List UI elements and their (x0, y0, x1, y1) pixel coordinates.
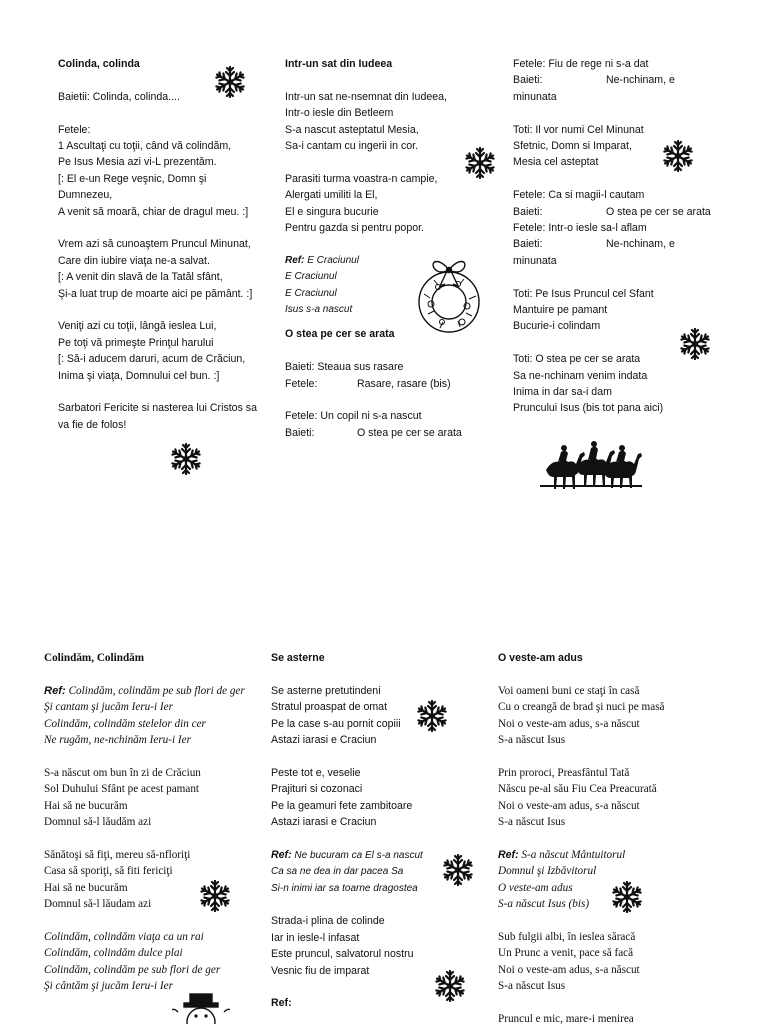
lyric-line (513, 154, 663, 170)
refrain-label: Ref: (498, 848, 519, 861)
lyric-line (285, 376, 451, 392)
lyric-line (58, 171, 257, 187)
lyric-line (271, 683, 423, 699)
lyric-text: Cu o creangă de brad şi nuci pe masă (498, 701, 665, 714)
lyric-line (513, 89, 663, 105)
lyric-text: Mesia cel asteptat (513, 156, 599, 169)
lyric-text: A venit să moară, chiar de dragul meu. :] (58, 205, 249, 218)
lyric-line (44, 765, 245, 781)
lyric-line (285, 204, 447, 220)
lyric-line (271, 716, 423, 732)
lyric-line (498, 781, 665, 797)
song-title: O stea pe cer se arata (285, 328, 395, 341)
lyric-line (285, 89, 447, 105)
lyric-line (285, 138, 447, 154)
refrain-line: E Craciunul (285, 287, 337, 299)
song-title: Colinda, colinda (58, 58, 140, 70)
blank-line (44, 748, 245, 764)
blank-line (44, 830, 245, 846)
lyric-line (285, 425, 462, 441)
song-se-asterne (271, 650, 423, 1012)
song-title: O veste-am adus (498, 652, 583, 664)
lyric-line (513, 187, 663, 203)
lyric-text: Sfetnic, Domn si Imparat, (513, 140, 632, 153)
lyric-line (271, 930, 423, 946)
lyric-line (58, 335, 257, 351)
lyric-line (498, 732, 665, 748)
lyric-text: Bucurie-i colindam (513, 320, 601, 333)
song-lyrics (513, 56, 711, 417)
lyric-line (285, 408, 447, 424)
lyric-line (498, 716, 665, 732)
lyric-text: Intr-un sat ne-nsemnat din Iudeea, (285, 90, 447, 103)
lyric-line (285, 220, 447, 236)
lyric-line (58, 286, 257, 302)
lyric-line (271, 946, 423, 962)
lyric-text: minunata (513, 90, 557, 103)
lyric-text: Vrem azi să cunoaştem Pruncul Minunat, (58, 238, 251, 251)
lyric-line (498, 978, 665, 994)
lyric-line (58, 269, 257, 285)
lyric-line (513, 220, 663, 236)
refrain-text: Colindăm, colindăm pe sub flori de ger (68, 684, 245, 697)
lyric-text: Mantuire pe pamant (513, 304, 608, 317)
lyric-text: Baietii: Colinda, colinda.... (58, 90, 180, 103)
lyric-line (58, 138, 257, 154)
refrain-text: S-a născut Mântuitorul (521, 848, 626, 861)
snowflake-icon (197, 878, 233, 914)
lyric-text: Toti: Il vor numi Cel Minunat (513, 123, 644, 136)
lyric-text: Fetele: Intr-o iesle sa-l aflam (513, 222, 647, 235)
lyric-line (271, 699, 423, 715)
lyric-text: Strada-i plina de colinde (271, 915, 385, 928)
lyric-text: Iar in iesle-l infasat (271, 931, 360, 944)
lyric-text: Veniţi azi cu toţii, lângă ieslea Lui, (58, 320, 217, 333)
ending-line: Colindăm, colindăm dulce plai (44, 947, 183, 960)
lyric-text: Pe Isus Mesia azi vi-L prezentăm. (58, 156, 217, 169)
snowflake-icon (677, 326, 713, 362)
lyric-text: Născu pe-al său Fiu Cea Preacurată (498, 783, 657, 796)
lyric-text: Noi o veste-am adus, s-a născut (498, 963, 640, 976)
lyric-line (58, 236, 257, 252)
blank-line (58, 105, 257, 121)
refrain-label: Ref: (44, 684, 66, 697)
lyric-line (58, 154, 257, 170)
snowman-image (172, 992, 230, 1024)
lyric-line (271, 963, 423, 979)
blank-line (58, 220, 257, 236)
lyric-line (498, 683, 665, 699)
snowflake-icon (440, 852, 476, 888)
refrain-line: Colindăm, colindăm stelelor din cer (44, 717, 206, 730)
lyric-text: Sub fulgii albi, în ieslea săracă (498, 930, 636, 943)
refrain-line: Si-n inimi iar sa toarne dragostea (271, 882, 418, 894)
song-colindam-colindam (44, 650, 245, 994)
refrain-line: Şi cantam şi jucăm Ieru-i Ier (44, 701, 173, 714)
lyric-text: Casa să sporiţi, să fiti fericiţi (44, 865, 173, 878)
blank-line (271, 979, 423, 995)
lyric-text: Intr-o iesle din Betleem (285, 107, 394, 120)
lyric-text: Prin proroci, Preasfântul Tată (498, 766, 630, 779)
lyric-text: Pe la case s-au pornit copiii (271, 717, 401, 730)
lyric-text: Şi-a luat trup de moarte aici pe pământ. :] (58, 287, 253, 300)
lyric-line (498, 765, 665, 781)
lyric-text: Este pruncul, salvatorul nostru (271, 948, 414, 961)
lyric-text: Parasiti turma voastra-n campie, (285, 172, 438, 185)
lyric-text: Fetele: (58, 123, 91, 136)
blank-line (498, 666, 665, 682)
lyric-text: Baieti: (513, 74, 543, 87)
blank-line (271, 666, 423, 682)
lyric-text: Pruncul e mic, mare-i menirea (498, 1012, 634, 1025)
blank-line (271, 897, 423, 913)
refrain-line: Isus s-a nascut (285, 304, 353, 316)
lyric-text: El e singura bucurie (285, 205, 379, 218)
refrain-line: O veste-am adus (498, 881, 573, 894)
lyric-text: Hai să ne bucurăm (44, 881, 128, 894)
lyric-line (58, 400, 257, 416)
refrain-text: E Craciunul (307, 254, 359, 266)
lyric-text: Care din iubire viaţa ne-a salvat. (58, 254, 210, 267)
lyric-line (498, 929, 665, 945)
lyric-text: [: El e-un Rege veşnic, Domn şi (58, 172, 207, 185)
lyric-text: Sa-i cantam cu ingerii in cor. (285, 140, 419, 153)
blank-line (513, 269, 663, 285)
lyric-text: Dumnezeu, (58, 189, 113, 202)
song-title: Intr-un sat din Iudeea (285, 58, 393, 70)
lyric-line (58, 204, 257, 220)
blank-line (513, 335, 663, 351)
song-lyrics (498, 666, 665, 846)
lyric-text: Baieti: (513, 238, 543, 251)
lyric-line (513, 302, 663, 318)
lyric-text: Sănătoşi să fiţi, mereu să-nfloriţi (44, 848, 191, 861)
lyric-line (513, 351, 663, 367)
refrain-line: E Craciunul (285, 271, 337, 283)
lyric-text: Sarbatori Fericite si nasterea lui Cristos sa (58, 402, 258, 415)
lyric-text: Se asterne pretutindeni (271, 684, 381, 697)
lyric-text: S-a nascut asteptatul Mesia, (285, 123, 419, 136)
song-lyrics (285, 359, 462, 441)
lyric-text: S-a născut Isus (498, 734, 566, 747)
lyric-line (498, 699, 665, 715)
lyric-text: [: Să-i aducem daruri, acum de Crăciun, (58, 353, 246, 366)
refrain-line (44, 683, 245, 699)
lyric-text: Prajituri si cozonaci (271, 783, 363, 796)
refrain-label: Ref: (271, 997, 292, 1010)
lyric-text: Baieti: (285, 426, 315, 439)
lyric-line (44, 814, 245, 830)
song-colinda-colinda (58, 56, 257, 433)
lyric-text: S-a născut Isus (498, 816, 566, 829)
ending-line: Şi cântăm şi jucăm Ieru-i Ier (44, 980, 173, 993)
lyric-text: Domnul să-l lăudam azi (44, 898, 152, 911)
lyric-line (44, 847, 245, 863)
lyric-line (498, 962, 665, 978)
lyric-text: Un Prunc a venit, pace să facă (498, 947, 634, 960)
lyric-response: Ne-nchinam, e (606, 238, 675, 251)
lyric-text: [: A venit din slavă de la Tatăl sfânt, (58, 271, 223, 284)
lyric-line (285, 105, 447, 121)
lyric-line (58, 253, 257, 269)
lyric-text: Astazi iarasi e Craciun (271, 734, 377, 747)
lyric-text: Toti: O stea pe cer se arata (513, 353, 641, 366)
lyric-response: Ne-nchinam, e (606, 74, 675, 87)
lyric-line (513, 253, 663, 269)
blank-line (285, 154, 447, 170)
refrain-line: Ne rugăm, ne-nchinăm Ieru-i Ier (44, 734, 191, 747)
lyric-text: Sol Duhului Sfânt pe acest pamant (44, 783, 200, 796)
snowflake-icon (609, 879, 645, 915)
lyric-text: S-a născut om bun în zi de Crăciun (44, 766, 201, 779)
song-lyrics (58, 72, 257, 433)
lyric-text: va fie de folos! (58, 418, 127, 431)
lyric-text: Alergati umiliti la El, (285, 189, 378, 202)
refrain-label: Ref: (285, 254, 305, 266)
lyric-line (58, 187, 257, 203)
song-title: Colindăm, Colindăm (44, 652, 145, 664)
lyric-text: Hai să ne bucurăm (44, 799, 128, 812)
snowflake-icon (212, 64, 248, 100)
blank-line (58, 302, 257, 318)
blank-line (513, 105, 663, 121)
lyric-line (498, 1011, 665, 1027)
ending-line: Colindăm, colindăm viaţa ca un rai (44, 930, 204, 943)
lyric-line (513, 286, 663, 302)
snowflake-icon (168, 441, 204, 477)
lyric-text: 1 Ascultaţi cu toţii, când vă colindăm, (58, 140, 232, 152)
song-intr-un-sat-din-iudeea (285, 56, 462, 441)
song-o-veste-am-adus (498, 650, 665, 1027)
blank-line (58, 384, 257, 400)
lyric-line (513, 384, 663, 400)
lyric-line (271, 781, 423, 797)
lyric-text: Domnul să-l lăudăm azi (44, 816, 152, 829)
lyric-text: Baieti: (513, 205, 543, 218)
song-lyrics (285, 72, 447, 236)
blank-line (498, 830, 665, 846)
blank-line (498, 748, 665, 764)
lyric-line (58, 417, 257, 433)
lyric-response: O stea pe cer se arata (606, 205, 711, 218)
lyric-line (513, 368, 663, 384)
blank-line (44, 912, 245, 928)
lyric-line (513, 56, 663, 72)
lyric-line (58, 318, 257, 334)
lyric-response: Rasare, rasare (bis) (357, 377, 451, 390)
lyric-text: Voi oameni buni ce staţi în casă (498, 684, 640, 697)
blank-line (285, 392, 447, 408)
lyric-text: Astazi iarasi e Craciun (271, 816, 377, 829)
lyric-text: Stratul proaspat de omat (271, 701, 388, 714)
lyric-line (285, 122, 447, 138)
refrain-line (498, 847, 665, 863)
blank-line (271, 830, 423, 846)
lyric-text: Fetele: Fiu de rege ni s-a dat (513, 58, 649, 70)
lyric-line (498, 945, 665, 961)
refrain-line: S-a născut Isus (bis) (498, 898, 590, 911)
song-lyrics (271, 666, 423, 846)
lyric-line (271, 765, 423, 781)
lyric-text: Sa ne-nchinam venim indata (513, 369, 648, 382)
lyric-line (498, 814, 665, 830)
lyric-text: Inima in dar sa-i dam (513, 386, 612, 399)
lyric-text: Pe la geamuri fete zambitoare (271, 799, 413, 812)
song-lyrics (498, 912, 665, 1027)
lyric-line (498, 798, 665, 814)
lyric-text: Inima şi viaţa, Domnului cel bun. :] (58, 369, 220, 382)
lyric-text: minunata (513, 254, 557, 267)
lyric-text: Fetele: Ca si magii-l cautam (513, 189, 645, 202)
lyric-line (58, 368, 257, 384)
christmas-wreath-image (412, 254, 486, 338)
song-title: Se asterne (271, 652, 325, 664)
lyric-text: Pruncului Isus (bis tot pana aici) (513, 402, 664, 415)
lyric-text: Vesnic fiu de imparat (271, 964, 370, 977)
ending-line: Colindăm, colindăm pe sub flori de ger (44, 963, 221, 976)
lyric-line (44, 798, 245, 814)
lyric-line (513, 236, 675, 252)
lyric-text: Pe toţi vă primeşte Prinţul harului (58, 336, 214, 349)
refrain-line: Domnul şi Izbăvitorul (498, 865, 597, 878)
lyric-text: Pentru gazda si pentru popor. (285, 222, 424, 235)
lyric-line (271, 814, 423, 830)
song-lyrics (271, 897, 423, 995)
lyric-line (513, 122, 663, 138)
snowflake-icon (432, 968, 468, 1004)
lyric-line (285, 187, 447, 203)
lyric-text: Toti: Pe Isus Pruncul cel Sfant (513, 287, 654, 300)
lyric-line (271, 913, 423, 929)
lyric-text: Noi o veste-am adus, s-a născut (498, 717, 640, 730)
lyric-line (513, 204, 711, 220)
lyric-text: Fetele: Un copil ni s-a nascut (285, 410, 422, 423)
lyric-line (271, 732, 423, 748)
lyric-text: Peste tot e, veselie (271, 766, 361, 779)
lyric-text: Noi o veste-am adus, s-a născut (498, 799, 640, 812)
snowflake-icon (462, 145, 498, 181)
blank-line (285, 72, 447, 88)
lyric-line (285, 171, 447, 187)
lyric-text: Baieti: Steaua sus rasare (285, 361, 404, 374)
three-kings-camels-image (540, 426, 642, 490)
refrain-line (271, 847, 423, 864)
refrain-line: Ca sa ne dea in dar pacea Sa (271, 866, 404, 878)
lyric-text: Fetele: (285, 377, 318, 390)
lyric-line (513, 318, 663, 334)
blank-line (513, 171, 663, 187)
snowflake-icon (660, 138, 696, 174)
lyric-text: S-a născut Isus (498, 980, 566, 993)
lyric-line (44, 781, 245, 797)
lyric-line (513, 138, 663, 154)
lyric-line (271, 798, 423, 814)
lyric-line (58, 351, 257, 367)
blank-line (498, 994, 665, 1010)
lyric-line (513, 400, 663, 416)
song-o-stea-continued (513, 56, 711, 417)
snowflake-icon (414, 698, 450, 734)
lyric-line (513, 72, 675, 88)
refrain-text: Ne bucuram ca El s-a nascut (294, 849, 423, 861)
lyric-line (285, 359, 447, 375)
lyric-response: O stea pe cer se arata (357, 426, 462, 439)
refrain-label: Ref: (271, 848, 292, 861)
blank-line (271, 748, 423, 764)
lyric-line (58, 122, 257, 138)
